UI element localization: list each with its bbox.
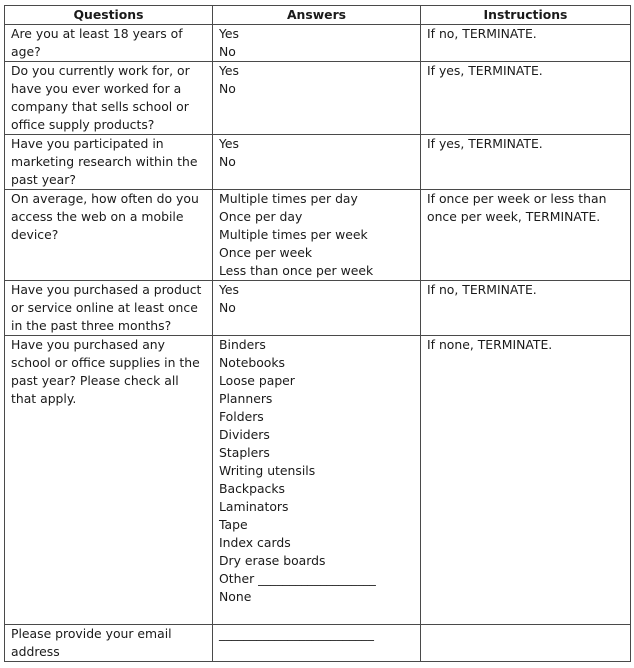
answer-option: No — [219, 154, 236, 169]
table-row — [5, 281, 631, 336]
instructions-header: Instructions — [421, 6, 631, 25]
answer-option: Writing utensils — [219, 463, 316, 478]
questions-header: Questions — [5, 6, 213, 25]
screener-table — [4, 5, 631, 662]
answers-cell — [213, 281, 421, 336]
answers-cell — [213, 336, 421, 625]
answer-option: Less than once per week — [219, 263, 374, 278]
instruction-cell: If no, TERMINATE. — [421, 281, 631, 336]
table-row — [5, 336, 631, 625]
answers-cell — [213, 625, 421, 662]
email-blank-line: _________________________ — [219, 626, 374, 641]
header-row — [5, 6, 631, 25]
instruction-cell: If yes, TERMINATE. — [421, 135, 631, 190]
answer-option: Index cards — [219, 535, 291, 550]
answer-option: Yes — [219, 63, 240, 78]
answer-option: Staplers — [219, 445, 270, 460]
instruction-cell: If no, TERMINATE. — [421, 25, 631, 62]
answer-option: Multiple times per week — [219, 227, 368, 242]
table-row — [5, 62, 631, 135]
question-cell: Have you purchased any school or office supplies in the past year? Please check all that apply. — [5, 336, 213, 625]
answers-cell — [213, 25, 421, 62]
answer-option: Notebooks — [219, 355, 285, 370]
answer-option: Dry erase boards — [219, 553, 326, 568]
screener-document — [4, 5, 631, 662]
answer-option: Backpacks — [219, 481, 285, 496]
answer-option: Laminators — [219, 499, 289, 514]
question-cell: On average, how often do you access the web on a mobile device? — [5, 190, 213, 281]
answer-option: Yes — [219, 282, 240, 297]
table-row — [5, 625, 631, 662]
answer-option: Multiple times per day — [219, 191, 358, 206]
answers-cell — [213, 135, 421, 190]
instruction-cell: If yes, TERMINATE. — [421, 62, 631, 135]
table-row — [5, 135, 631, 190]
question-cell: Please provide your email address — [5, 625, 213, 662]
answers-cell — [213, 190, 421, 281]
answer-option: Loose paper — [219, 373, 295, 388]
instruction-cell — [421, 625, 631, 662]
question-cell: Do you currently work for, or have you ever worked for a company that sells school or office supply products? — [5, 62, 213, 135]
answer-option: Tape — [219, 517, 248, 532]
answer-option: No — [219, 44, 236, 59]
question-cell: Have you participated in marketing research within the past year? — [5, 135, 213, 190]
answers-header: Answers — [213, 6, 421, 25]
answer-option: Once per day — [219, 209, 303, 224]
answer-option: Folders — [219, 409, 264, 424]
table-row — [5, 190, 631, 281]
instruction-cell: If none, TERMINATE. — [421, 336, 631, 625]
answer-option: Planners — [219, 391, 273, 406]
answer-option: Yes — [219, 136, 240, 151]
answers-cell — [213, 62, 421, 135]
answer-option: Dividers — [219, 427, 270, 442]
answer-option: Once per week — [219, 245, 313, 260]
instruction-cell: If once per week or less than once per week, TERMINATE. — [421, 190, 631, 281]
table-row — [5, 25, 631, 62]
question-cell: Are you at least 18 years of age? — [5, 25, 213, 62]
answer-option: None — [219, 589, 252, 604]
answer-option: No — [219, 300, 236, 315]
answer-option: Binders — [219, 337, 266, 352]
answer-option: Other ___________________ — [219, 571, 376, 586]
answer-option: Yes — [219, 26, 240, 41]
question-cell: Have you purchased a product or service online at least once in the past three months? — [5, 281, 213, 336]
answer-option: No — [219, 81, 236, 96]
